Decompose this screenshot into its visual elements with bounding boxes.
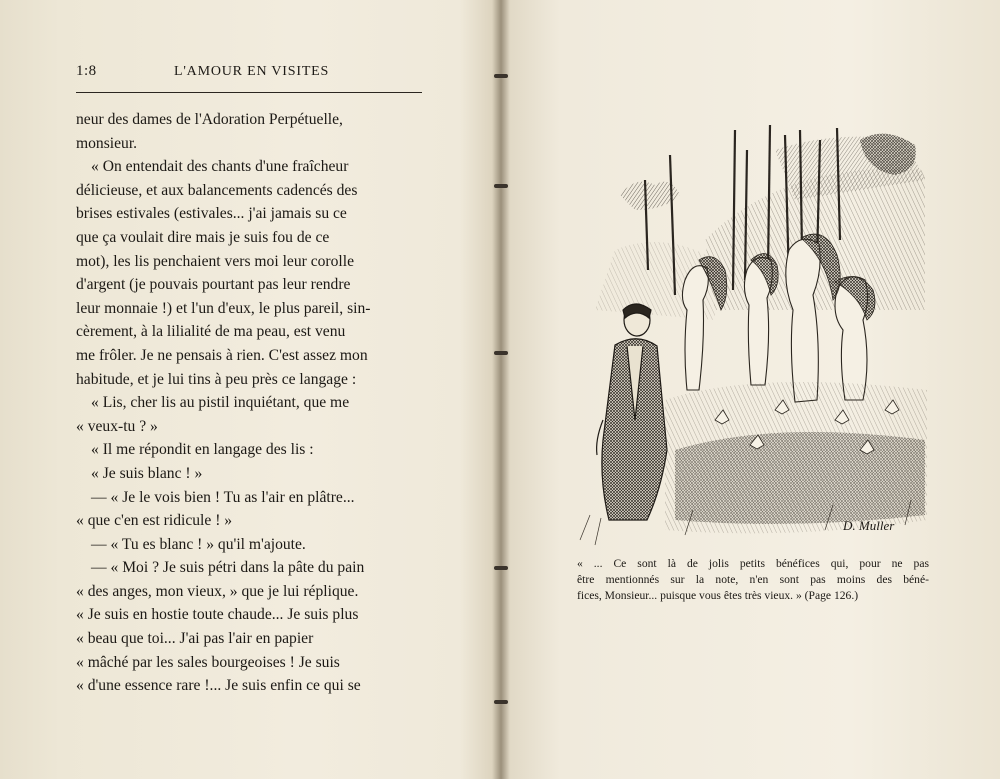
artist-signature: D. Muller — [843, 518, 895, 533]
text-line: « que c'en est ridicule ! » — [76, 512, 233, 530]
text-line: « Lis, cher lis au pistil inquiétant, que me — [91, 394, 350, 412]
text-line: « veux-tu ? » — [76, 417, 158, 435]
engraving-drawing — [575, 120, 927, 550]
header-rule — [76, 92, 422, 93]
text-line: neur des dames de l'Adoration Perpétuelle, — [76, 111, 343, 128]
text-line: « des anges, mon vieux, » que je lui réplique. — [76, 582, 359, 600]
running-title: L'AMOUR EN VISITES — [174, 64, 330, 79]
text-line: « d'une essence rare !... Je suis enfin ce qui se — [76, 677, 361, 695]
text-line: « mâché par les sales bourgeoises ! Je suis — [76, 653, 340, 671]
text-line: habitude, et je lui tins à peu près ce langage : — [76, 370, 357, 388]
caption-line: fices, Monsieur... puisque vous êtes très vieux. » (Page 126.) — [577, 589, 859, 602]
text-line: leur monnaie !) et l'un d'eux, le plus pareil, sin- — [76, 299, 371, 317]
caption-line: « ... Ce sont là de jolis petits bénéfices qui, pour ne pas — [577, 557, 929, 570]
running-head — [76, 63, 422, 85]
caption-line: être mentionnés sur la note, n'en sont pas moins des béné- — [577, 573, 929, 586]
text-line: « Il me répondit en langage des lis : — [91, 441, 314, 459]
text-line: me frôler. Je ne pensais à rien. C'est assez mon — [76, 346, 368, 364]
text-line: — « Tu es blanc ! » qu'il m'ajoute. — [91, 535, 306, 553]
text-line: délicieuse, et aux balancements cadencés des — [76, 181, 358, 199]
text-line: « On entendait des chants d'une fraîcheur — [91, 158, 349, 176]
engraving-illustration — [575, 120, 927, 550]
text-line: « beau que toi... J'ai pas l'air en papier — [76, 630, 314, 648]
right-page — [503, 0, 1000, 779]
text-line: — « Moi ? Je suis pétri dans la pâte du pain — [91, 559, 365, 577]
text-line: d'argent (je pouvais pourtant pas leur rendre — [76, 276, 351, 294]
text-line: — « Je le vois bien ! Tu as l'air en plâtre... — [91, 488, 355, 506]
text-line: « Je suis en hostie toute chaude... Je suis plus — [76, 606, 359, 624]
text-line: mot), les lis penchaient vers moi leur corolle — [76, 252, 355, 270]
text-line: monsieur. — [76, 134, 138, 152]
text-line: cèrement, à la lilialité de ma peau, est venu — [76, 323, 346, 341]
text-line: « Je suis blanc ! » — [91, 464, 203, 482]
illustration-caption — [577, 556, 929, 604]
text-line: que ça voulait dire mais je suis fou de ce — [76, 228, 330, 246]
text-line: brises estivales (estivales... j'ai jamais su ce — [76, 205, 347, 223]
body-text — [76, 108, 422, 698]
page-number: 1:8 — [76, 63, 97, 79]
